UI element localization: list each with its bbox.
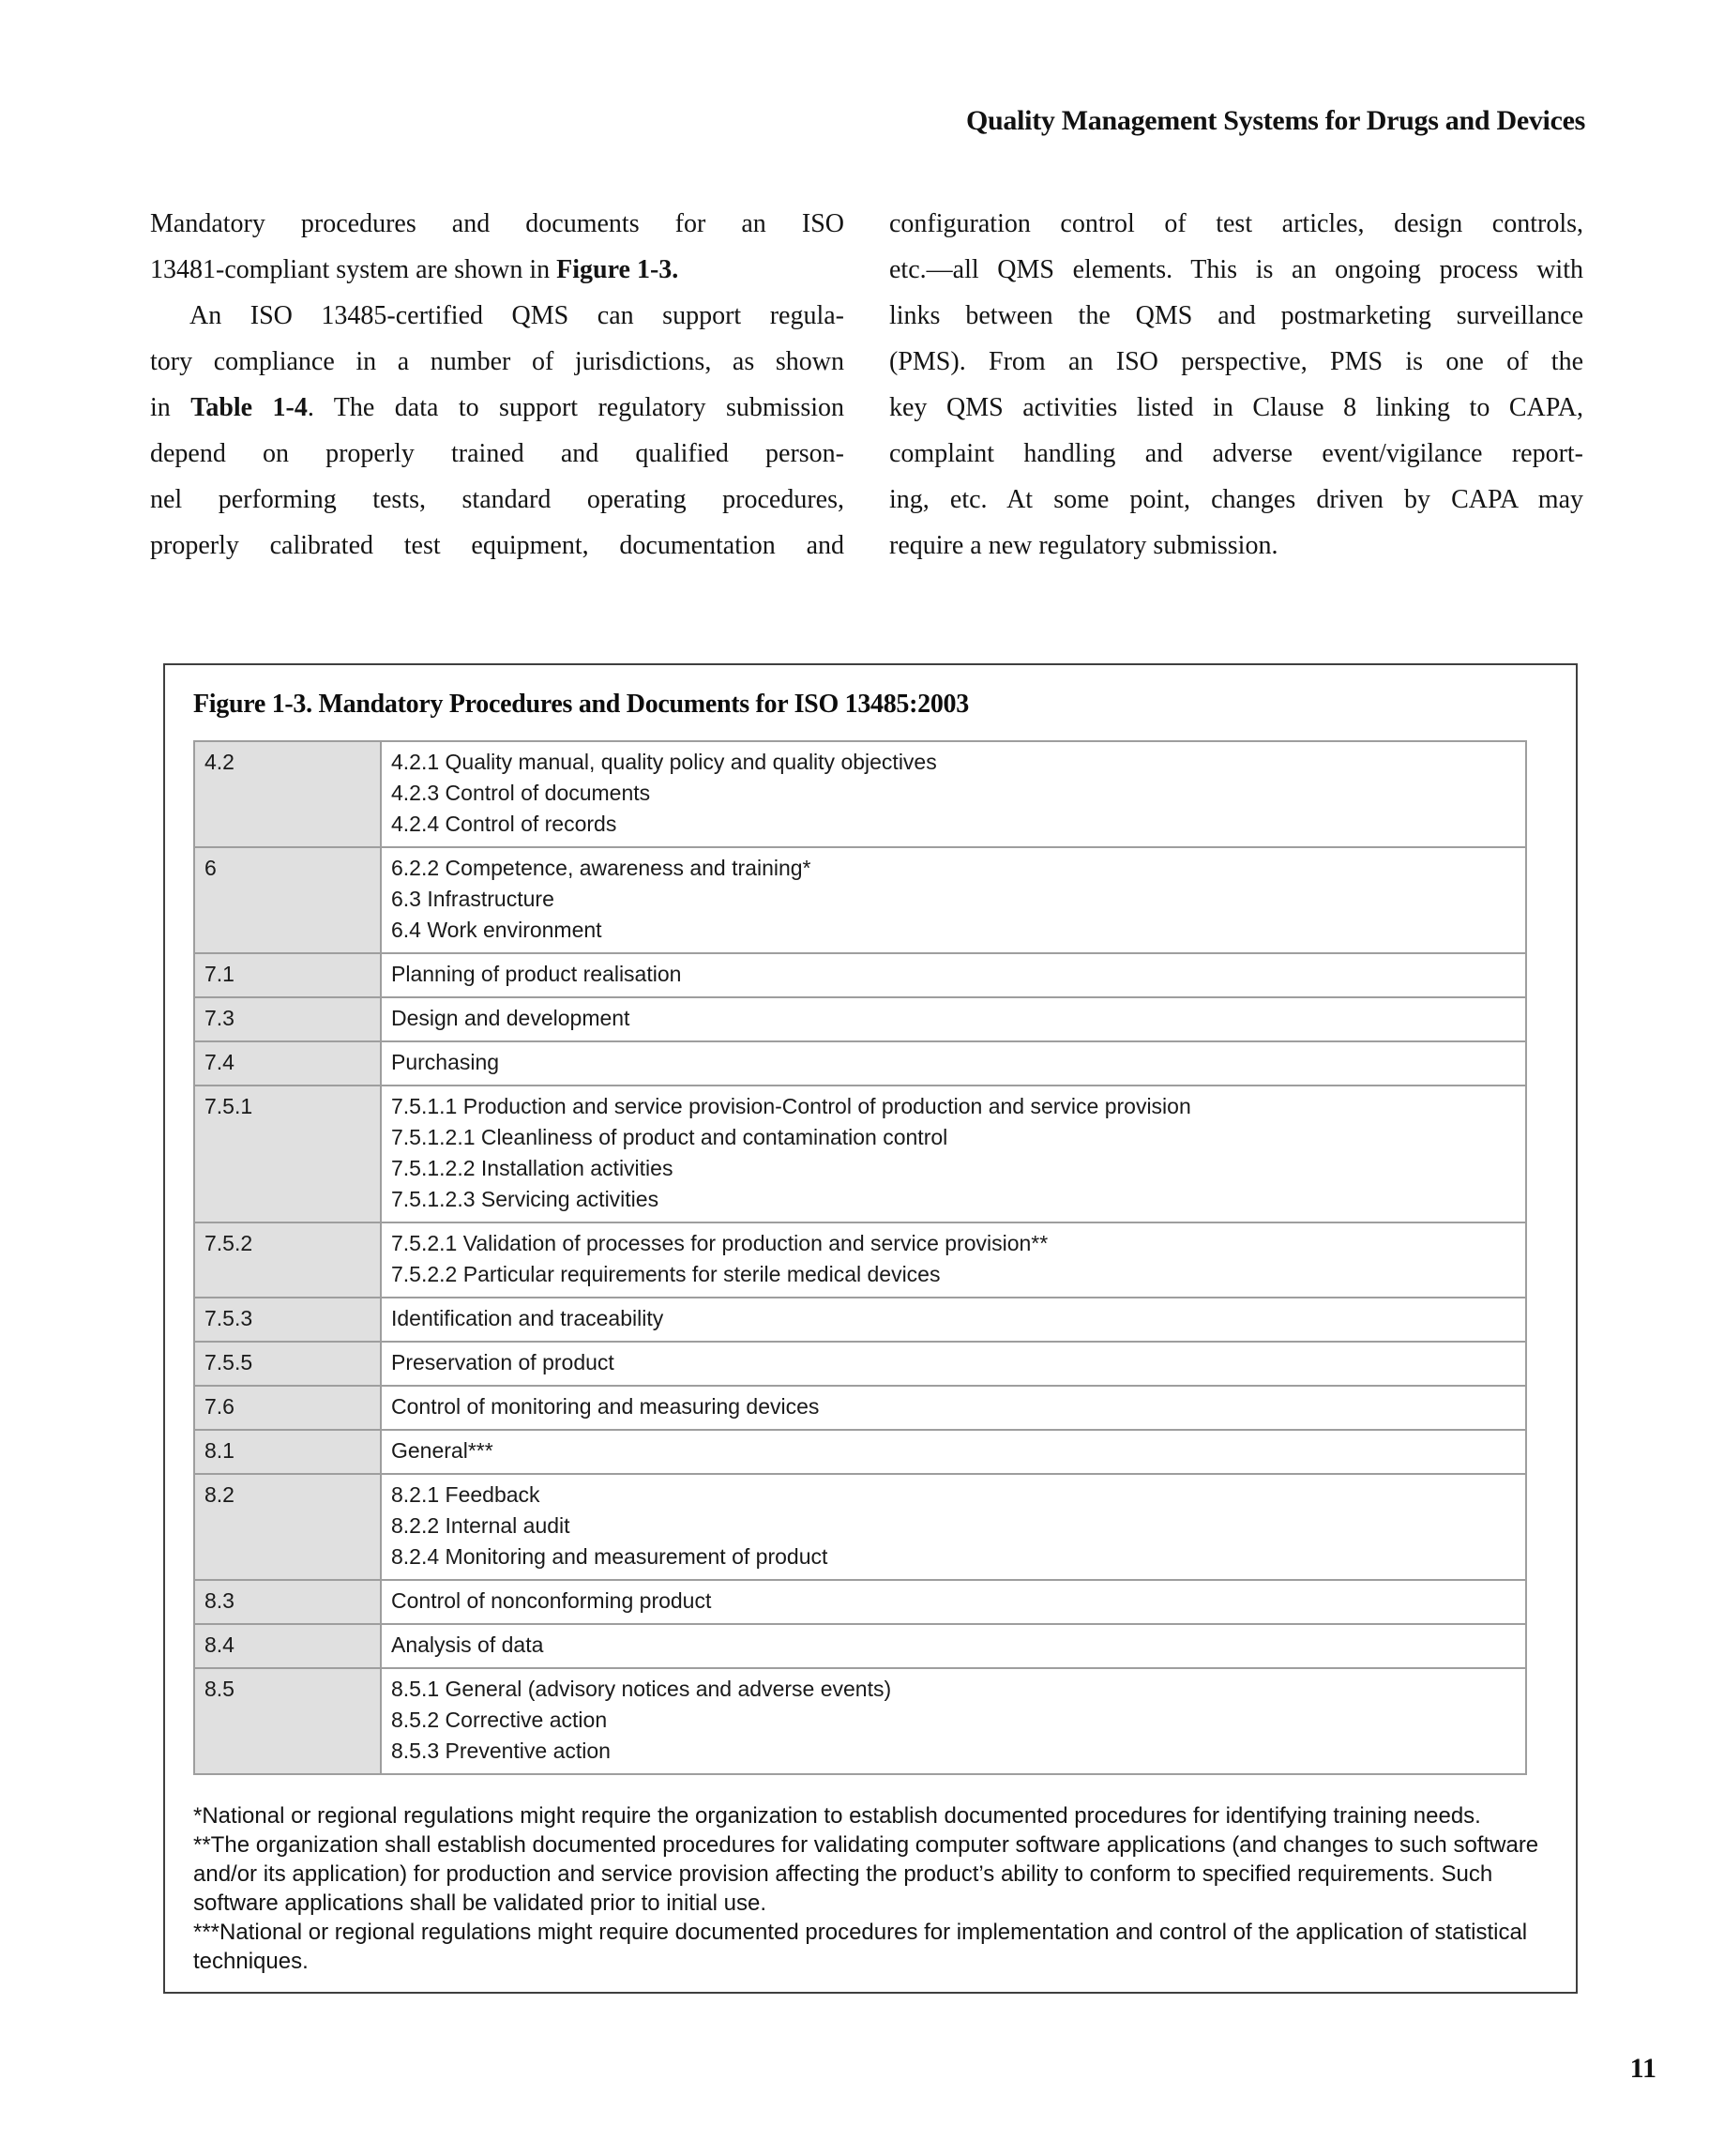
clause-items-cell	[381, 1474, 1526, 1580]
clause-item-line: 8.2.4 Monitoring and measurement of product	[391, 1544, 828, 1569]
clause-item-line: 4.2.4 Control of records	[391, 812, 617, 836]
body-text-segment: require a new regulatory submission.	[889, 531, 1278, 560]
clause-item-line: Control of monitoring and measuring devices	[391, 1394, 820, 1419]
clause-item-line: 7.5.2.2 Particular requirements for sterile medical devices	[391, 1262, 941, 1286]
body-text-segment: (PMS). From an ISO perspective, PMS is one of the	[889, 347, 1583, 376]
figure-box	[163, 663, 1578, 1994]
clause-item-line: 4.2.1 Quality manual, quality policy and quality objectives	[391, 750, 937, 774]
body-text-segment: depend on properly trained and qualified person-	[150, 439, 844, 468]
clause-item-line: Purchasing	[391, 1050, 500, 1074]
body-column-right	[889, 201, 1583, 569]
table-row	[194, 1222, 1526, 1298]
body-text-line	[889, 293, 1583, 339]
clause-item-line: 8.5.1 General (advisory notices and adverse events)	[391, 1677, 892, 1701]
figure-table	[193, 740, 1527, 1775]
table-row	[194, 1386, 1526, 1430]
clause-item-line: 7.5.2.1 Validation of processes for production and service provision**	[391, 1231, 1049, 1255]
table-row	[194, 1624, 1526, 1668]
body-text-segment: key QMS activities listed in Clause 8 linking to CAPA,	[889, 393, 1583, 422]
body-columns	[150, 201, 1583, 569]
body-text-line	[889, 247, 1583, 293]
figure-table-body	[194, 741, 1526, 1774]
clause-items-cell	[381, 953, 1526, 997]
clause-item-line: 7.5.1.2.2 Installation activities	[391, 1156, 673, 1180]
body-text-segment: An ISO 13485-certified QMS can support regula-	[189, 301, 844, 330]
clause-number-cell: 8.1	[194, 1430, 381, 1474]
body-text-segment: complaint handling and adverse event/vigilance report-	[889, 439, 1583, 468]
table-row	[194, 1298, 1526, 1342]
clause-number-cell: 7.5.1	[194, 1086, 381, 1222]
table-row	[194, 1342, 1526, 1386]
bold-reference-text: Table 1-4	[190, 393, 308, 422]
footnote: *National or regional regulations might require the organization to establish documented procedures for identifying training needs.	[193, 1803, 1481, 1829]
table-row	[194, 1580, 1526, 1624]
clause-item-line: Preservation of product	[391, 1350, 614, 1374]
clause-number-cell: 7.5.2	[194, 1222, 381, 1298]
clause-item-line: 6.2.2 Competence, awareness and training*	[391, 856, 811, 880]
table-row	[194, 1430, 1526, 1474]
body-text-segment: in	[150, 393, 191, 422]
table-row	[194, 1474, 1526, 1580]
clause-item-line: 8.2.2 Internal audit	[391, 1513, 570, 1538]
clause-item-line: Analysis of data	[391, 1632, 544, 1657]
clause-number-cell: 7.5.3	[194, 1298, 381, 1342]
body-text-segment: properly calibrated test equipment, documentation and	[150, 531, 844, 560]
body-text-line	[889, 339, 1583, 385]
clause-item-line: 7.5.1.2.3 Servicing activities	[391, 1187, 659, 1211]
clause-items-cell	[381, 1430, 1526, 1474]
clause-number-cell: 7.3	[194, 997, 381, 1041]
clause-item-line: 7.5.1.1 Production and service provision-Control of production and service provision	[391, 1094, 1191, 1118]
body-text-line	[150, 247, 844, 293]
table-row	[194, 741, 1526, 847]
body-text-line	[150, 339, 844, 385]
body-text-line	[150, 431, 844, 477]
footnote: **The organization shall establish documented procedures for validating computer software applications (and changes to such software and/or its application) for production and service provision affecting the product’s ability to conform to specified requirements. Such software applications shall be validated prior to initial use.	[193, 1832, 1539, 1916]
table-row	[194, 847, 1526, 953]
body-text-line	[889, 477, 1583, 523]
running-header: Quality Management Systems for Drugs and Devices	[966, 105, 1585, 136]
body-text-line	[889, 431, 1583, 477]
table-row	[194, 1668, 1526, 1774]
body-text-line	[150, 201, 844, 247]
body-column-left	[150, 201, 844, 569]
table-row	[194, 953, 1526, 997]
table-row	[194, 1086, 1526, 1222]
clause-item-line: General***	[391, 1438, 493, 1463]
clause-items-cell	[381, 1624, 1526, 1668]
clause-number-cell: 8.3	[194, 1580, 381, 1624]
clause-item-line: 6.4 Work environment	[391, 918, 602, 942]
bold-reference-text: Figure 1-3.	[556, 255, 679, 284]
clause-items-cell	[381, 1386, 1526, 1430]
clause-item-line: 8.5.3 Preventive action	[391, 1738, 611, 1763]
clause-number-cell: 4.2	[194, 741, 381, 847]
clause-items-cell	[381, 847, 1526, 953]
body-text-segment: etc.—all QMS elements. This is an ongoing process with	[889, 255, 1583, 284]
clause-number-cell: 7.5.5	[194, 1342, 381, 1386]
clause-number-cell: 8.5	[194, 1668, 381, 1774]
table-row	[194, 1041, 1526, 1086]
body-text-segment: configuration control of test articles, design controls,	[889, 209, 1583, 238]
body-text-line	[889, 523, 1583, 569]
body-text-segment: ing, etc. At some point, changes driven by CAPA may	[889, 485, 1583, 514]
clause-item-line: 8.2.1 Feedback	[391, 1482, 540, 1507]
clause-item-line: Control of nonconforming product	[391, 1588, 712, 1613]
body-text-line	[150, 523, 844, 569]
clause-number-cell: 7.6	[194, 1386, 381, 1430]
table-row	[194, 997, 1526, 1041]
body-text-segment: . The data to support regulatory submission	[307, 393, 845, 422]
body-text-segment: tory compliance in a number of jurisdictions, as shown	[150, 347, 844, 376]
page-number: 11	[1629, 2053, 1656, 2084]
clause-items-cell	[381, 1298, 1526, 1342]
body-text-segment: links between the QMS and postmarketing surveillance	[889, 301, 1583, 330]
clause-items-cell	[381, 1580, 1526, 1624]
clause-items-cell	[381, 741, 1526, 847]
body-text-segment: 13481-compliant system are shown in	[150, 255, 557, 284]
body-text-line	[150, 293, 844, 339]
clause-items-cell	[381, 997, 1526, 1041]
clause-items-cell	[381, 1086, 1526, 1222]
clause-item-line: 7.5.1.2.1 Cleanliness of product and contamination control	[391, 1125, 948, 1149]
clause-number-cell: 6	[194, 847, 381, 953]
figure-title: Figure 1-3. Mandatory Procedures and Documents for ISO 13485:2003	[193, 690, 969, 719]
clause-items-cell	[381, 1668, 1526, 1774]
clause-item-line: Identification and traceability	[391, 1306, 664, 1330]
clause-items-cell	[381, 1222, 1526, 1298]
body-text-line	[889, 201, 1583, 247]
clause-item-line: 8.5.2 Corrective action	[391, 1708, 608, 1732]
clause-item-line: 6.3 Infrastructure	[391, 887, 554, 911]
body-text-segment: Mandatory procedures and documents for an ISO	[150, 209, 844, 238]
clause-number-cell: 8.2	[194, 1474, 381, 1580]
body-text-segment: nel performing tests, standard operating procedures,	[150, 485, 844, 514]
clause-item-line: Design and development	[391, 1006, 630, 1030]
clause-number-cell: 7.1	[194, 953, 381, 997]
clause-items-cell	[381, 1041, 1526, 1086]
clause-number-cell: 8.4	[194, 1624, 381, 1668]
body-text-line	[150, 385, 844, 431]
body-text-line	[150, 477, 844, 523]
clause-item-line: Planning of product realisation	[391, 962, 682, 986]
clause-items-cell	[381, 1342, 1526, 1386]
clause-number-cell: 7.4	[194, 1041, 381, 1086]
body-text-line	[889, 385, 1583, 431]
clause-item-line: 4.2.3 Control of documents	[391, 781, 651, 805]
footnote: ***National or regional regulations might require documented procedures for implementation and control of the application of statistical techniques.	[193, 1920, 1528, 1974]
figure-footnotes	[193, 1801, 1544, 1976]
